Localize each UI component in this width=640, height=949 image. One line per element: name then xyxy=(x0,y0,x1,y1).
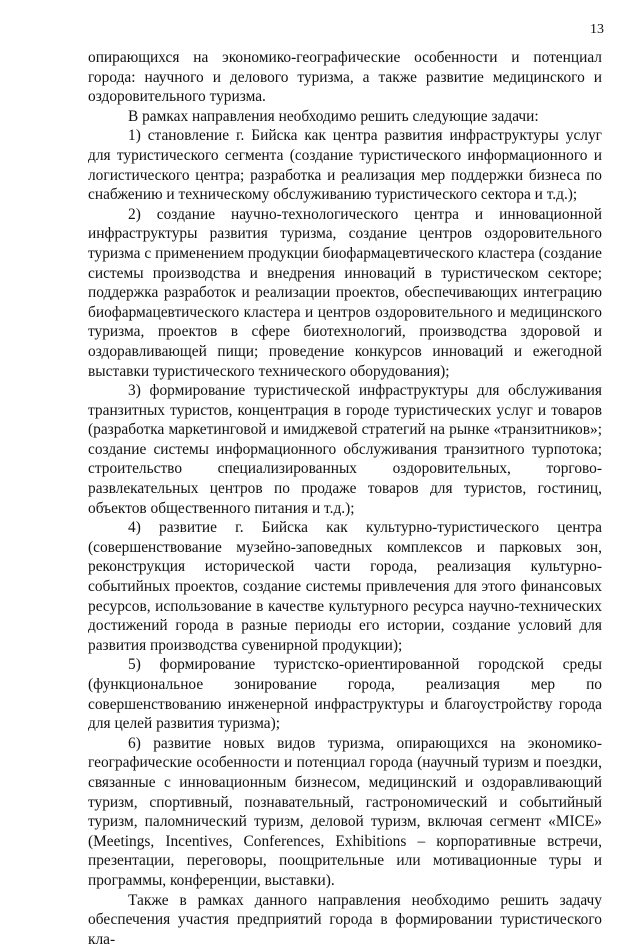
paragraph-task-2: 2) создание научно-технологического центра и инновационной инфраструктуры развития туризма, создание центров оздоровительного туризма с применением продукции биофармацевтического кластера (создание системы производства и внедрения инноваций в туристическом секторе; поддержка разработок и реализации проектов, обеспечивающих интеграцию биофармацевтического кластера и центров оздоровительного и медицинского туризма, проектов в сфере биотехнологий, производства здоровой и оздоравливающей пищи; проведение конкурсов инноваций и ежегодной выставки туристического технического оборудования); xyxy=(88,205,602,380)
paragraph-task-3: 3) формирование туристической инфраструктуры для обслуживания транзитных туристов, концентрация в городе туристических услуг и товаров (разработка маркетинговой и имиджевой стратегий на рынке «транзитников»; создание системы информационного обслуживания транзитного турпотока; строительство специализированных оздоровительных, торгово-развлекательных центров по продаже товаров для туристов, гостиниц, объектов общественного питания и т.д.); xyxy=(88,382,602,517)
paragraph-continuation: опирающихся на экономико-географические особенности и потенциал города: научного и делового туризма, а также развитие медицинского и оздоровительного туризма. xyxy=(88,49,602,106)
page-number: 13 xyxy=(590,22,604,37)
paragraph-task-1: 1) становление г. Бийска как центра развития инфраструктуры услуг для туристического сегмента (создание туристического информационного и логистического центра; разработка и реализация мер поддержки бизнеса по снабжению и техническому обслуживанию туристического сектора и т.д.); xyxy=(88,127,602,204)
paragraph-closing: Также в рамках данного направления необходимо решить задачу обеспечения участия предприятий города в формировании туристического кла- xyxy=(88,891,602,948)
paragraph-tasks-intro: В рамках направления необходимо решить следующие задачи: xyxy=(128,107,539,125)
body-text xyxy=(88,48,602,949)
paragraph-task-6: 6) развитие новых видов туризма, опирающихся на экономико-географические особенности и потенциал города (научный туризм и поездки, связанные с инновационным бизнесом, медицинский и оздоравливающий туризм, спортивный, познавательный, гастрономический и событийный туризм, паломнический туризм, деловой туризм, включая сегмент «MICE» (Meetings, Incentives, Conferences, Exhibitions – корпоративные встречи, презентации, переговоры, поощрительные или мотивационные туры и программы, конференции, выставки). xyxy=(88,734,602,889)
paragraph-task-5: 5) формирование туристско-ориентированной городской среды (функциональное зонирование города, реализация мер по совершенствованию инженерной инфраструктуры и благоустройству города для целей развития туризма); xyxy=(88,656,602,733)
paragraph-task-4: 4) развитие г. Бийска как культурно-туристического центра (совершенствование музейно-заповедных комплексов и парковых зон, реконструкция исторической части города, реализация культурно-событийных проектов, создание системы привлечения для этого финансовых ресурсов, использование в качестве культурного ресурса научно-технических достижений города в разные периоды его истории, создание условий для развития производства сувенирной продукции); xyxy=(88,519,602,654)
